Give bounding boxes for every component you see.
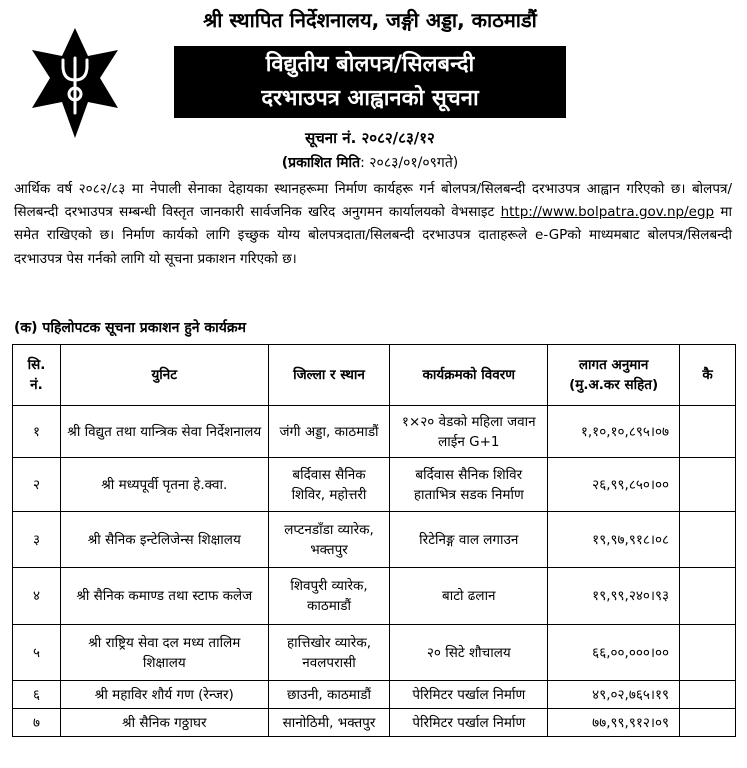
cell-cost-estimate: १,१०,१०,८९५।०७ [548,406,680,458]
table-row [13,709,736,737]
cell-serial-number: ५ [13,625,61,681]
header-cost-estimate: लागत अनुमान (मु.अ.कर सहित) [548,345,680,406]
cell-description: पेरिमिटर पर्खाल निर्माण [390,709,548,737]
cell-description: १×२० वेडको महिला जवान लाईन G+1 [390,406,548,458]
cell-cost-estimate: २६,९९,८५०।०० [548,458,680,512]
cell-remarks [680,458,736,512]
header-location: जिल्ला र स्थान [268,345,390,406]
egp-website-link[interactable]: http://www.bolpatra.gov.np/egp [500,204,715,221]
table-row [13,406,736,458]
notice-title-line-2: दरभाउपत्र आह्वानको सूचना [261,86,479,111]
notice-number: सूचना नं. २०८२/८३/१२ [305,129,435,147]
cell-unit: श्री मध्यपूर्वी पृतना हे.क्वा. [60,458,268,512]
cell-location: बर्दिवास सैनिक शिविर, महोत्तरी [268,458,390,512]
table-row [13,512,736,568]
table-row [13,568,736,625]
cell-remarks [680,568,736,625]
cell-serial-number: २ [13,458,61,512]
cell-cost-estimate: ६६,००,०००।०० [548,625,680,681]
cell-remarks [680,406,736,458]
cell-cost-estimate: ४९,०२,७६५।१९ [548,681,680,709]
cell-serial-number: ४ [13,568,61,625]
cell-cost-estimate: ७७,९९,९१२।०९ [548,709,680,737]
cell-location: जंगी अड्डा, काठमाडौं [268,406,390,458]
cell-unit: श्री विद्युत तथा यान्त्रिक सेवा निर्देशनालय [60,406,268,458]
intro-text-part-2: मा समेत राखिएको छ। निर्माण कार्यको लागि इच्छुक योग्य बोलपत्रदाता/सिलबन्दी दरभाउपत्र दाताहरूले e-GPको माध्यमबाट बोलपत्र/सिलबन्दी दरभाउपत्र पेस गर्नको लागि यो सूचना प्रकाशन गरिएको छ। [14,204,732,267]
cell-location: छाउनी, काठमाडौं [268,681,390,709]
publication-date-value: : २०८३/०१/०९गते) [360,155,459,171]
cell-serial-number: ७ [13,709,61,737]
header-remarks: कै [680,345,736,406]
nepal-army-star-emblem-icon [30,28,120,138]
cell-description: बाटो ढलान [390,568,548,625]
cell-location: सानोठिमी, भक्तपुर [268,709,390,737]
table-row [13,681,736,709]
cell-cost-estimate: १९,९७,९१८।०८ [548,512,680,568]
cell-cost-estimate: १९,९९,२४०।९३ [548,568,680,625]
header-unit: युनिट [60,345,268,406]
header-description: कार्यक्रमको विवरण [390,345,548,406]
cell-remarks [680,512,736,568]
works-table [12,344,736,737]
intro-text-part-1: आर्थिक वर्ष २०८२/८३ मा नेपाली सेनाका देहायका स्थानहरूमा निर्माण कार्यहरू गर्न बोलपत्र/सिलबन्दी दरभाउपत्र आह्वान गरिएको छ। बोलपत्र/सिलबन्दी दरभाउपत्र सम्बन्धी विस्तृत जानकारी सार्वजनिक खरिद अनुगमन कार्यालयको वेभसाइट [14,181,732,221]
cell-description: पेरिमिटर पर्खाल निर्माण [390,681,548,709]
table-header-row [13,345,736,406]
cell-serial-number: ६ [13,681,61,709]
organization-name: श्री स्थापित निर्देशनालय, जङ्गी अड्डा, काठमाडौं [203,8,537,32]
intro-paragraph [14,178,732,271]
cell-serial-number: ३ [13,512,61,568]
cell-unit: श्री सैनिक इन्टेलिजेन्स शिक्षालय [60,512,268,568]
table-row [13,625,736,681]
section-heading: (क) पहिलोपटक सूचना प्रकाशन हुने कार्यक्रम [14,320,247,336]
cell-unit: श्री महाविर शौर्य गण (रेन्जर) [60,681,268,709]
cell-remarks [680,709,736,737]
publication-date-label: (प्रकाशित मिति [281,155,361,171]
cell-serial-number: १ [13,406,61,458]
cell-description: बर्दिवास सैनिक शिविर हाताभित्र सडक निर्माण [390,458,548,512]
cell-description: रिटेनिङ्ग वाल लगाउन [390,512,548,568]
cell-description: २० सिटे शौचालय [390,625,548,681]
header-serial-number: सि. नं. [13,345,61,406]
cell-unit: श्री सैनिक गठ्ठाघर [60,709,268,737]
cell-remarks [680,681,736,709]
publication-date [130,153,610,173]
cell-location: शिवपुरी व्यारेक, काठमाडौं [268,568,390,625]
cell-location: हात्तिखोर व्यारेक, नवलपरासी [268,625,390,681]
cell-remarks [680,625,736,681]
notice-title-line-1: विद्युतीय बोलपत्र/सिलबन्दी [265,52,475,77]
notice-title [174,46,566,118]
cell-unit: श्री राष्ट्रिय सेवा दल मध्य तालिम शिक्षालय [60,625,268,681]
cell-location: लप्टनडाँडा व्यारेक, भक्तपुर [268,512,390,568]
cell-unit: श्री सैनिक कमाण्ड तथा स्टाफ कलेज [60,568,268,625]
table-row [13,458,736,512]
